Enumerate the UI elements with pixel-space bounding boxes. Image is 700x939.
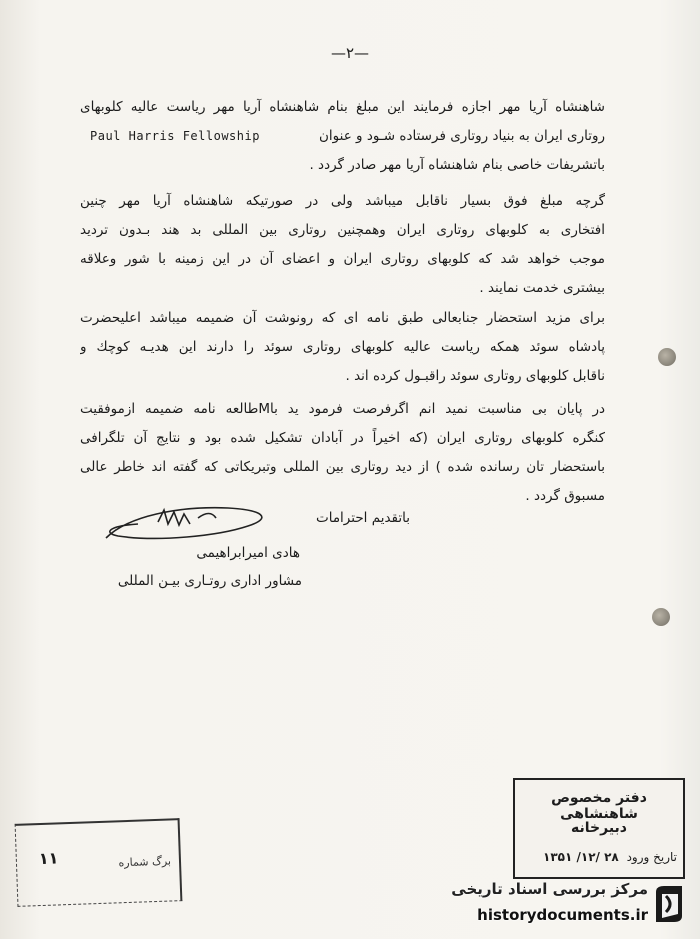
- binder-hole: [658, 348, 676, 366]
- text-line: موجب خواهد شد که کلوبهای روتاری ایران و اعضای آن در این زمینه با شور وعلاقه: [80, 251, 605, 267]
- stamp-date-label: تاریخ ورود: [626, 850, 677, 864]
- page-slip-label: برگ شماره: [118, 854, 172, 870]
- binder-hole: [652, 608, 670, 626]
- watermark-title: مرکز بررسی اسناد تاریخی: [451, 880, 648, 898]
- page-slip-box: [15, 818, 183, 907]
- text-line-fragment: روتاری ایران به بنیاد روتاری فرستاده شـود و عنوان: [319, 128, 605, 144]
- text-line: در پایان بی مناسبت نمید انم اگرفرصت فرمود ید باMطالعه نامه ضمیمه ازموفقیت: [80, 401, 605, 417]
- paragraph-4: [80, 395, 605, 511]
- page-slip-number: ۱۱: [38, 848, 59, 869]
- text-line: کنگره کلوبهای روتاری ایران (که اخیراً در آبادان تشکیل شده بود و نتایج آن تلگرافی: [80, 430, 605, 446]
- signer-title: مشاور اداری روتـاری بیـن المللی: [117, 573, 302, 589]
- watermark-url: historydocuments.ir: [477, 906, 648, 924]
- text-line: برای مزید استحضار جنابعالی طبق نامه ای که رونوشت آن ضمیمه میباشد اعلیحضرت: [80, 310, 605, 326]
- stamp-date-row: [543, 850, 677, 864]
- paragraph-3: [80, 304, 605, 391]
- text-line: باتشریفات خاصی بنام شاهنشاه آریا مهر صادر گردد .: [309, 157, 605, 173]
- text-line: مسبوق گردد .: [525, 488, 605, 504]
- text-line: بیشتری خدمت نمایند .: [479, 280, 605, 296]
- text-line: شاهنشاه آریا مهر اجازه فرمایند این مبلغ بنام شاهنشاه آریا مهر ریاست عالیه کلوبهای: [80, 99, 605, 115]
- fellowship-name: Paul Harris Fellowship: [90, 129, 260, 143]
- text-line: پادشاه سوئد همکه ریاست عالیه کلوبهای روتاری سوئد را دارند این هدیـه کوچك و: [80, 339, 605, 355]
- page-number: —۲—: [330, 44, 370, 62]
- text-line: ناقابل کلوبهای روتاری سوئد راقبـول کرده اند .: [345, 368, 605, 384]
- archive-logo-icon: [652, 882, 686, 928]
- receipt-stamp: [513, 778, 685, 879]
- archive-watermark: [430, 878, 688, 934]
- text-line: گرچه مبلغ فوق بسیار ناقابل میباشد ولی در صورتیکه شاهنشاه آریا مهر چنین: [80, 193, 605, 209]
- text-line: افتخاری به کلوبهای روتاری ایران وهمچنین روتاری بین المللی بد هند بـدون تردید: [80, 222, 605, 238]
- stamp-secretariat: دبیرخانه: [571, 820, 627, 836]
- stamp-date-value: ۲۸ /۱۲/ ۱۳۵۱: [543, 850, 619, 864]
- signer-name: هادی امیرابراهیمی: [196, 545, 300, 561]
- stamp-office: دفتر مخصوص شاهنشاهی: [551, 790, 647, 822]
- closing-line: باتقدیم احترامات: [316, 510, 410, 526]
- text-line: باستحضار تان رسانده شده ) از دید روتاری بین المللی وتبریکاتی که گفته اند خاطر عالی: [80, 459, 605, 475]
- text-line: [80, 122, 605, 151]
- paragraph-2: [80, 187, 605, 303]
- paragraph-1: [80, 93, 605, 180]
